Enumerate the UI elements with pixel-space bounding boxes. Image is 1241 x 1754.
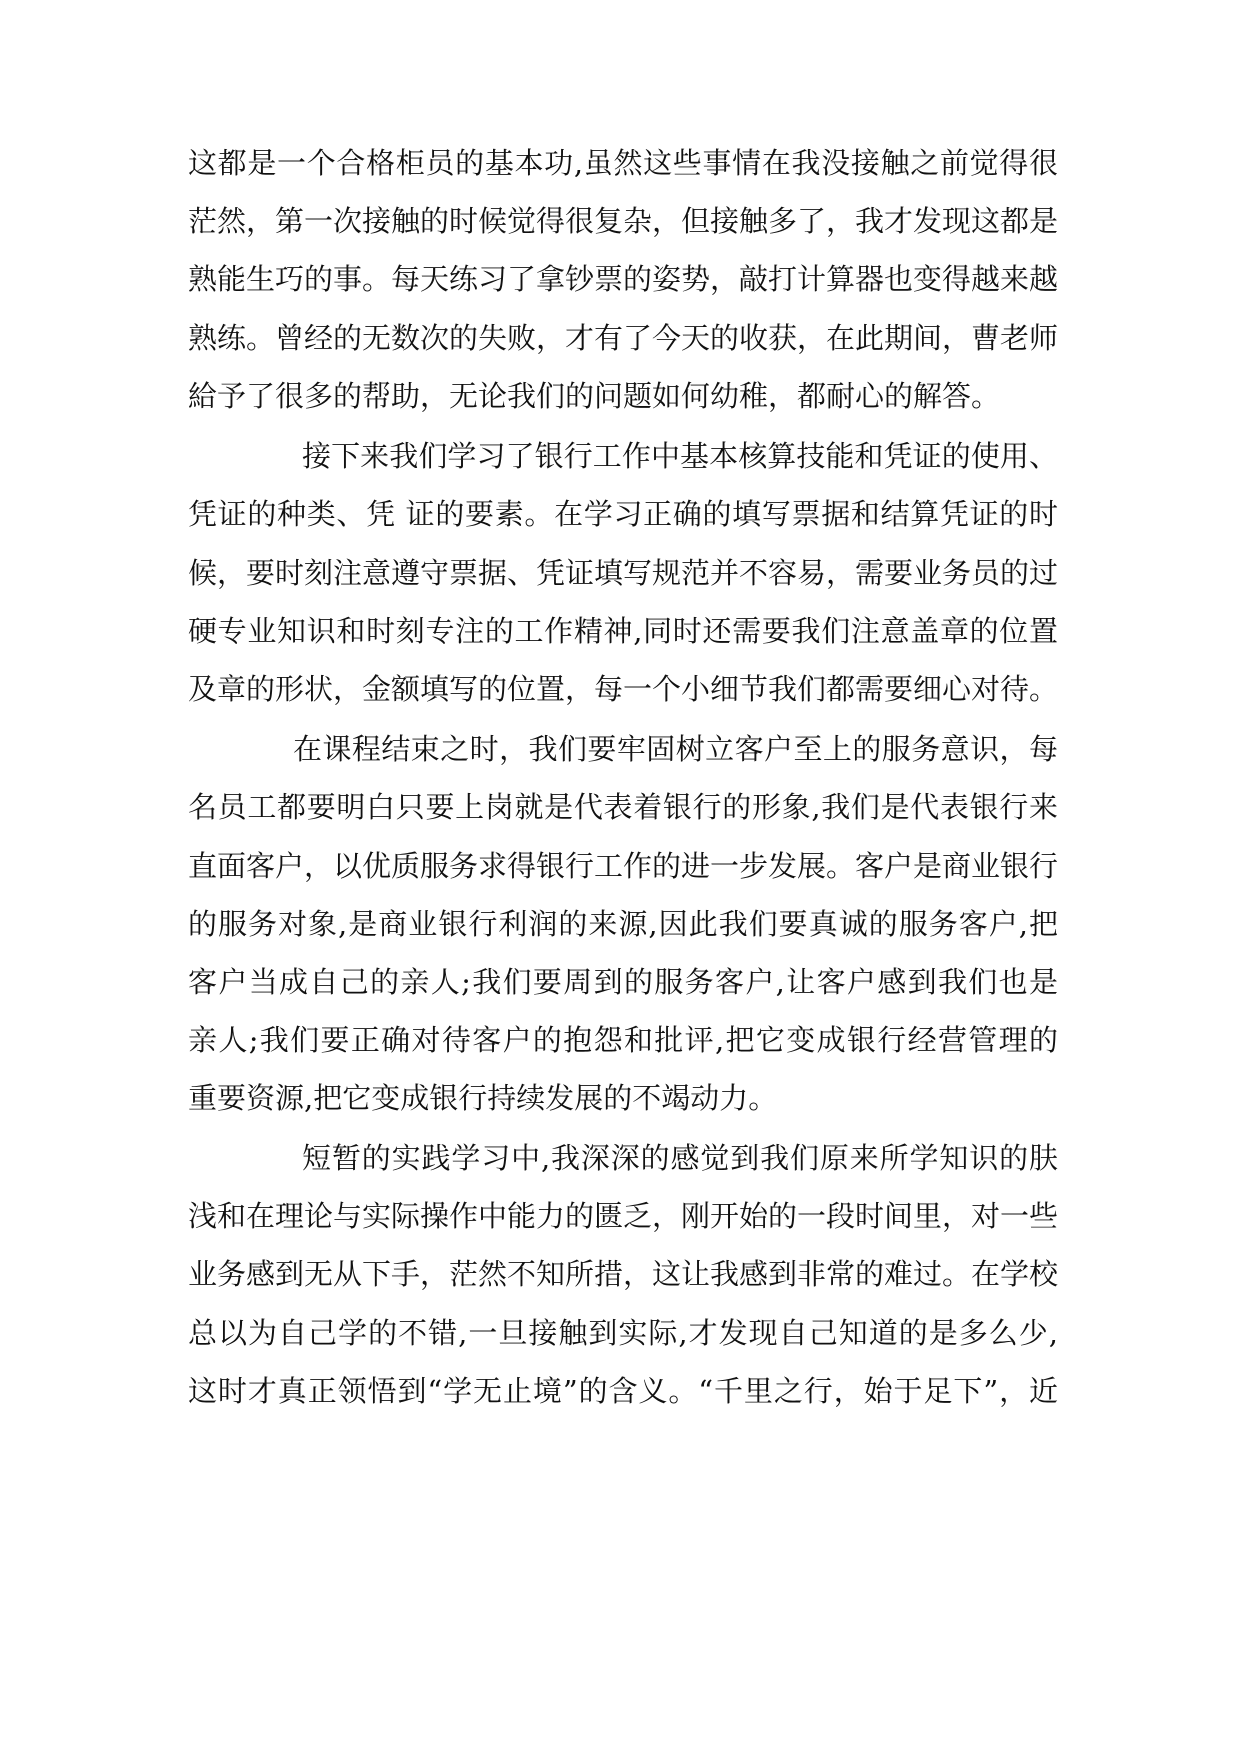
paragraph-line: 硬专业知识和时刻专注的工作精神,同时还需要我们注意盖章的位置 (188, 614, 1058, 648)
paragraph-line: 候，要时刻注意遵守票据、凭证填写规范并不容易，需要业务员的过 (188, 556, 1059, 590)
paragraph-first-line: 接下来我们学习了银行工作中基本核算技能和凭证的使用、 (302, 439, 1058, 473)
paragraph-line: 茫然，第一次接触的时候觉得很复杂，但接触多了，我才发现这都是 (188, 204, 1059, 238)
paragraph-line: 直面客户，以优质服务求得银行工作的进一步发展。客户是商业银行 (188, 849, 1059, 883)
paragraph-line: 亲人;我们要正确对待客户的抱怨和批评,把它变成银行经营管理的 (188, 1023, 1058, 1057)
paragraph-line: 客户当成自己的亲人;我们要周到的服务客户,让客户感到我们也是 (188, 965, 1058, 999)
paragraph-line: 給予了很多的帮助，无论我们的问题如何幼稚，都耐心的解答。 (188, 379, 1001, 413)
paragraph-line: 及章的形状，金额填写的位置，每一个小细节我们都需要细心对待。 (188, 672, 1059, 706)
paragraph-line: 浅和在理论与实际操作中能力的匮乏，刚开始的一段时间里，对一些 (188, 1199, 1059, 1233)
paragraph-line: 重要资源,把它变成银行持续发展的不竭动力。 (188, 1081, 778, 1115)
paragraph-line: 名员工都要明白只要上岗就是代表着银行的形象,我们是代表银行来 (188, 790, 1058, 824)
paragraph-first-line: 在课程结束之时，我们要牢固树立客户至上的服务意识，每 (293, 732, 1058, 766)
paragraph-line: 的服务对象,是商业银行利润的来源,因此我们要真诚的服务客户,把 (188, 907, 1058, 941)
paragraph-first-line: 短暂的实践学习中,我深深的感觉到我们原来所学知识的肤 (302, 1141, 1058, 1175)
paragraph-line: 业务感到无从下手，茫然不知所措，这让我感到非常的难过。在学校 (188, 1257, 1059, 1291)
paragraph-line: 总以为自己学的不错,一旦接触到实际,才发现自己知道的是多么少, (188, 1316, 1058, 1350)
paragraph-line: 凭证的种类、凭 证的要素。在学习正确的填写票据和结算凭证的时 (188, 497, 1058, 531)
paragraph-line: 这都是一个合格柜员的基本功,虽然这些事情在我没接触之前觉得很 (188, 146, 1058, 180)
paragraph-line: 熟能生巧的事。每天练习了拿钞票的姿势，敲打计算器也变得越来越 (188, 262, 1059, 296)
paragraph-line: 熟练。曾经的无数次的失败，才有了今天的收获，在此期间，曹老师 (188, 321, 1059, 355)
paragraph-line: 这时才真正领悟到“学无止境”的含义。“千里之行，始于足下”，近 (188, 1374, 1058, 1408)
